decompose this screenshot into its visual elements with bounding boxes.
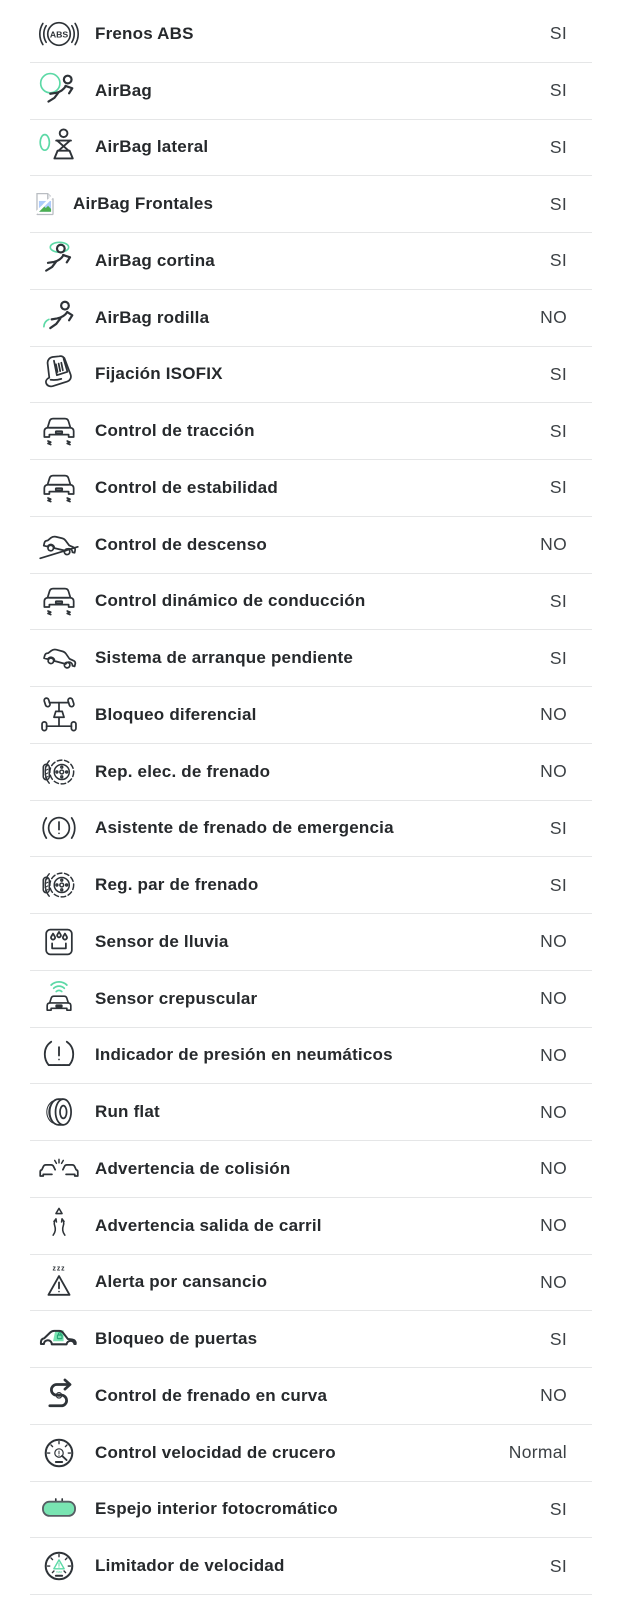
feature-value: SI bbox=[549, 23, 567, 44]
feature-value: SI bbox=[549, 80, 567, 101]
emergency-brake-assist-icon bbox=[30, 806, 88, 850]
feature-value: SI bbox=[549, 420, 567, 441]
feature-row bbox=[30, 176, 592, 233]
feature-value: NO bbox=[540, 988, 567, 1009]
feature-label: Control velocidad de crucero bbox=[95, 1442, 336, 1462]
feature-row bbox=[30, 1425, 592, 1482]
feature-row bbox=[30, 120, 592, 177]
feature-row bbox=[30, 687, 592, 744]
svg-text:max: max bbox=[55, 1570, 63, 1575]
feature-row bbox=[30, 517, 592, 574]
feature-value: SI bbox=[549, 193, 567, 214]
feature-label: Sensor crepuscular bbox=[95, 988, 258, 1008]
feature-row bbox=[30, 801, 592, 858]
svg-text:ABS: ABS bbox=[49, 29, 69, 40]
feature-label: Control de frenado en curva bbox=[95, 1385, 328, 1405]
feature-label: Reg. par de frenado bbox=[95, 875, 259, 895]
fatigue-alert-icon bbox=[30, 1260, 88, 1304]
svg-text:zzz: zzz bbox=[52, 1265, 66, 1273]
feature-row bbox=[30, 1084, 592, 1141]
feature-value: SI bbox=[549, 1555, 567, 1576]
feature-label: Control de estabilidad bbox=[95, 477, 278, 497]
feature-label: Sensor de lluvia bbox=[95, 931, 229, 951]
feature-value: NO bbox=[540, 761, 567, 782]
feature-label: AirBag Frontales bbox=[73, 194, 214, 214]
feature-value: SI bbox=[549, 363, 567, 384]
feature-value: NO bbox=[540, 1215, 567, 1236]
feature-value: SI bbox=[549, 1328, 567, 1349]
feature-row bbox=[30, 460, 592, 517]
airbag-icon bbox=[30, 69, 88, 113]
feature-label: Control de tracción bbox=[95, 421, 255, 441]
feature-value: SI bbox=[549, 647, 567, 668]
isofix-child-seat-icon bbox=[30, 352, 88, 396]
feature-row bbox=[30, 6, 592, 63]
feature-label: Run flat bbox=[95, 1102, 160, 1122]
feature-row bbox=[30, 914, 592, 971]
feature-label: AirBag lateral bbox=[95, 137, 209, 157]
feature-row bbox=[30, 1538, 592, 1595]
airbag-lateral-icon bbox=[30, 125, 88, 169]
feature-value: NO bbox=[540, 1158, 567, 1179]
feature-label: AirBag rodilla bbox=[95, 307, 210, 327]
feature-label: Indicador de presión en neumáticos bbox=[95, 1045, 393, 1065]
collision-warning-icon bbox=[30, 1147, 88, 1191]
feature-label: Frenos ABS bbox=[95, 23, 194, 43]
feature-row bbox=[30, 1141, 592, 1198]
curve-braking-icon bbox=[30, 1374, 88, 1418]
feature-label: AirBag bbox=[95, 80, 152, 100]
feature-label: Bloqueo diferencial bbox=[95, 704, 257, 724]
lane-departure-icon bbox=[30, 1204, 88, 1248]
feature-row bbox=[30, 1028, 592, 1085]
feature-label: Control de descenso bbox=[95, 534, 267, 554]
photochromic-mirror-icon bbox=[30, 1487, 88, 1531]
door-lock-icon bbox=[30, 1317, 88, 1361]
feature-row bbox=[30, 233, 592, 290]
feature-row bbox=[30, 744, 592, 801]
feature-value: SI bbox=[549, 817, 567, 838]
feature-label: Control dinámico de conducción bbox=[95, 591, 366, 611]
tire-pressure-icon bbox=[30, 1033, 88, 1077]
feature-value: NO bbox=[540, 1271, 567, 1292]
feature-row bbox=[30, 403, 592, 460]
hill-descent-icon bbox=[30, 523, 88, 567]
traction-control-icon bbox=[30, 409, 88, 453]
feature-value: SI bbox=[549, 1498, 567, 1519]
feature-row bbox=[30, 63, 592, 120]
feature-value: SI bbox=[549, 250, 567, 271]
feature-value: NO bbox=[540, 704, 567, 725]
feature-label: Alerta por cansancio bbox=[95, 1272, 268, 1292]
feature-value: NO bbox=[540, 1385, 567, 1406]
broken-image-icon bbox=[30, 191, 66, 217]
feature-row bbox=[30, 1198, 592, 1255]
feature-value: SI bbox=[549, 136, 567, 157]
feature-row bbox=[30, 971, 592, 1028]
feature-value: NO bbox=[540, 931, 567, 952]
feature-label: Fijación ISOFIX bbox=[95, 364, 223, 384]
feature-label: Rep. elec. de frenado bbox=[95, 761, 271, 781]
dynamic-drive-control-icon bbox=[30, 579, 88, 623]
feature-value: Normal bbox=[508, 1442, 567, 1463]
feature-label: AirBag cortina bbox=[95, 250, 215, 270]
feature-value: NO bbox=[540, 307, 567, 328]
brake-disc-icon bbox=[30, 750, 88, 794]
hill-start-assist-icon bbox=[30, 636, 88, 680]
abs-icon bbox=[30, 12, 88, 56]
feature-row bbox=[30, 1255, 592, 1312]
feature-label: Advertencia de colisión bbox=[95, 1158, 291, 1178]
feature-value: SI bbox=[549, 590, 567, 611]
feature-row bbox=[30, 574, 592, 631]
twilight-sensor-icon bbox=[30, 977, 88, 1021]
cruise-control-icon bbox=[30, 1431, 88, 1475]
feature-value: NO bbox=[540, 1101, 567, 1122]
rain-sensor-icon bbox=[30, 920, 88, 964]
feature-label: Sistema de arranque pendiente bbox=[95, 648, 354, 668]
brake-torque-icon bbox=[30, 863, 88, 907]
feature-row bbox=[30, 630, 592, 687]
feature-value: NO bbox=[540, 1044, 567, 1065]
feature-label: Advertencia salida de carril bbox=[95, 1215, 322, 1235]
feature-row bbox=[30, 1368, 592, 1425]
feature-value: NO bbox=[540, 534, 567, 555]
run-flat-tire-icon bbox=[30, 1090, 88, 1134]
feature-label: Asistente de frenado de emergencia bbox=[95, 818, 394, 838]
feature-value: SI bbox=[549, 477, 567, 498]
feature-value: SI bbox=[549, 874, 567, 895]
airbag-curtain-icon bbox=[30, 239, 88, 283]
feature-label: Bloqueo de puertas bbox=[95, 1329, 258, 1349]
feature-row bbox=[30, 290, 592, 347]
airbag-knee-icon bbox=[30, 296, 88, 340]
feature-label: Limitador de velocidad bbox=[95, 1556, 285, 1576]
feature-row bbox=[30, 857, 592, 914]
car-features-list bbox=[0, 6, 622, 1595]
stability-control-icon bbox=[30, 466, 88, 510]
feature-row bbox=[30, 1311, 592, 1368]
feature-label: Espejo interior fotocromático bbox=[95, 1499, 338, 1519]
speed-limiter-icon bbox=[30, 1544, 88, 1588]
differential-lock-icon bbox=[30, 693, 88, 737]
feature-row bbox=[30, 1482, 592, 1539]
feature-row bbox=[30, 347, 592, 404]
